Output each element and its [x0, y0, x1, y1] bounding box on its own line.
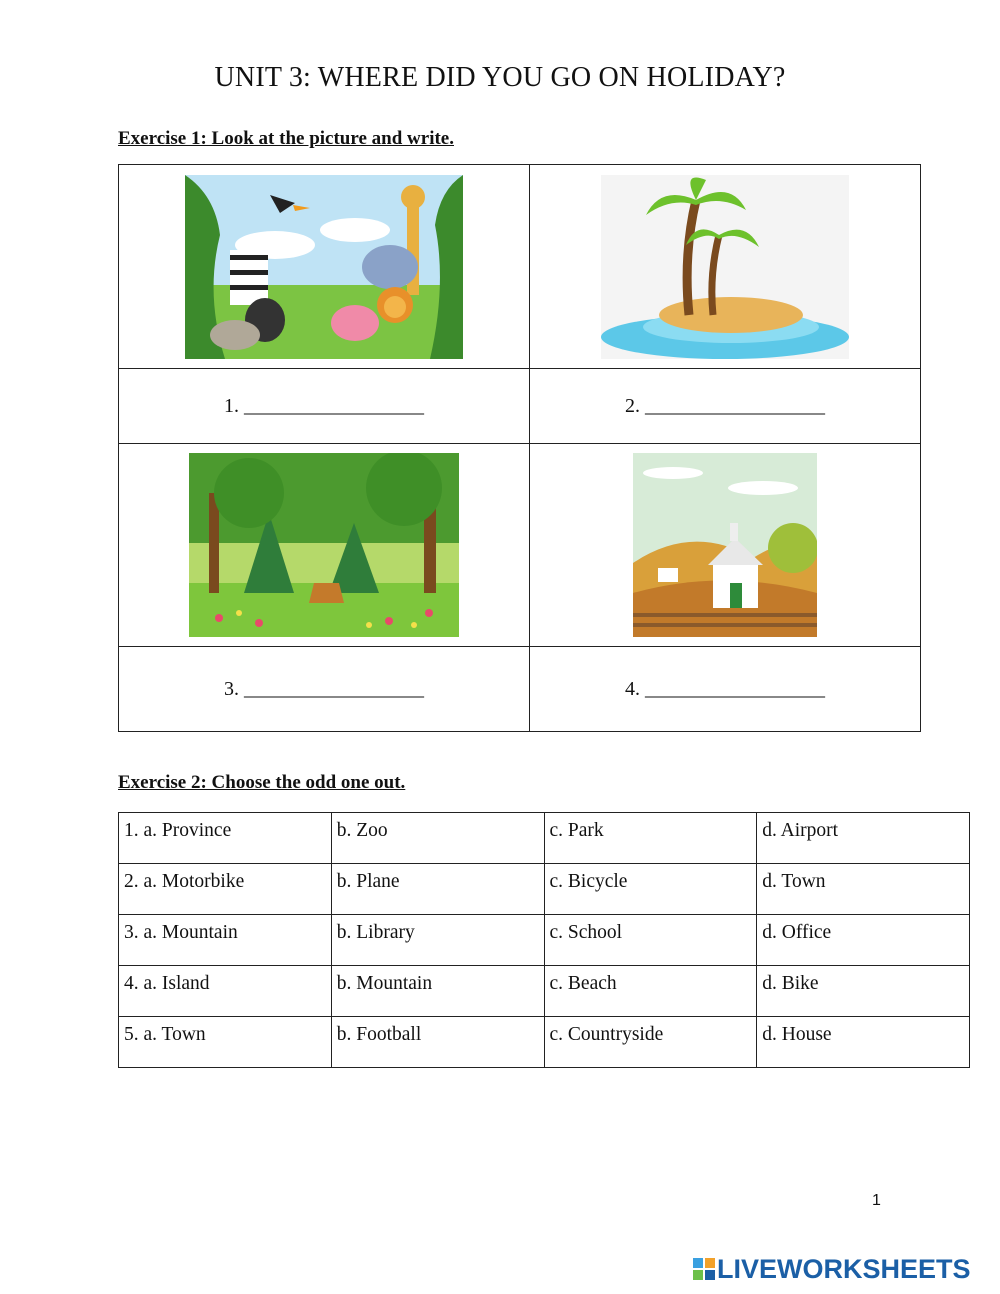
liveworksheets-logo-icon	[693, 1258, 715, 1280]
exercise-2-heading: Exercise 2: Choose the odd one out.	[118, 772, 406, 793]
jungle-animals-picture	[185, 175, 463, 359]
brand-name: LIVEWORKSHEETS	[717, 1253, 971, 1284]
question-row	[119, 813, 970, 864]
option-cell[interactable]: b. Library	[331, 915, 544, 966]
option-cell[interactable]: 4. a. Island	[119, 966, 332, 1017]
option-cell[interactable]: b. Zoo	[331, 813, 544, 864]
answer-cell-4[interactable]	[530, 647, 921, 732]
page-number: 1	[872, 1192, 881, 1209]
countryside-house-picture	[633, 453, 817, 637]
option-cell[interactable]: 1. a. Province	[119, 813, 332, 864]
exercise-1-heading: Exercise 1: Look at the picture and write.	[118, 128, 454, 149]
picture-cell-1	[119, 165, 530, 369]
picture-cell-4	[530, 444, 921, 647]
forest-picture	[189, 453, 459, 637]
option-cell[interactable]: b. Football	[331, 1017, 544, 1068]
picture-cell-2	[530, 165, 921, 369]
option-cell[interactable]: c. Bicycle	[544, 864, 757, 915]
question-row	[119, 966, 970, 1017]
option-cell[interactable]: b. Mountain	[331, 966, 544, 1017]
answer-cell-1[interactable]	[119, 369, 530, 444]
option-cell[interactable]: c. Park	[544, 813, 757, 864]
option-cell[interactable]: c. School	[544, 915, 757, 966]
option-cell[interactable]: d. House	[757, 1017, 970, 1068]
exercise-1-table	[118, 164, 921, 732]
answer-cell-2[interactable]	[530, 369, 921, 444]
option-cell[interactable]: d. Airport	[757, 813, 970, 864]
picture-cell-3	[119, 444, 530, 647]
option-cell[interactable]: d. Office	[757, 915, 970, 966]
answer-blank-3[interactable]: 3. __________________	[224, 677, 424, 700]
question-row	[119, 915, 970, 966]
option-cell[interactable]: c. Beach	[544, 966, 757, 1017]
exercise-2-table	[118, 812, 970, 1068]
option-cell[interactable]: d. Bike	[757, 966, 970, 1017]
option-cell[interactable]: 5. a. Town	[119, 1017, 332, 1068]
option-cell[interactable]: 3. a. Mountain	[119, 915, 332, 966]
question-row	[119, 864, 970, 915]
answer-cell-3[interactable]	[119, 647, 530, 732]
option-cell[interactable]: d. Town	[757, 864, 970, 915]
option-cell[interactable]: b. Plane	[331, 864, 544, 915]
page-title: UNIT 3: WHERE DID YOU GO ON HOLIDAY?	[214, 62, 786, 93]
question-row	[119, 1017, 970, 1068]
answer-blank-1[interactable]: 1. __________________	[224, 394, 424, 417]
answer-blank-2[interactable]: 2. __________________	[625, 394, 825, 417]
option-cell[interactable]: 2. a. Motorbike	[119, 864, 332, 915]
island-palm-trees-picture	[601, 175, 849, 359]
option-cell[interactable]: c. Countryside	[544, 1017, 757, 1068]
answer-blank-4[interactable]: 4. __________________	[625, 677, 825, 700]
liveworksheets-logo[interactable]	[693, 1254, 971, 1284]
